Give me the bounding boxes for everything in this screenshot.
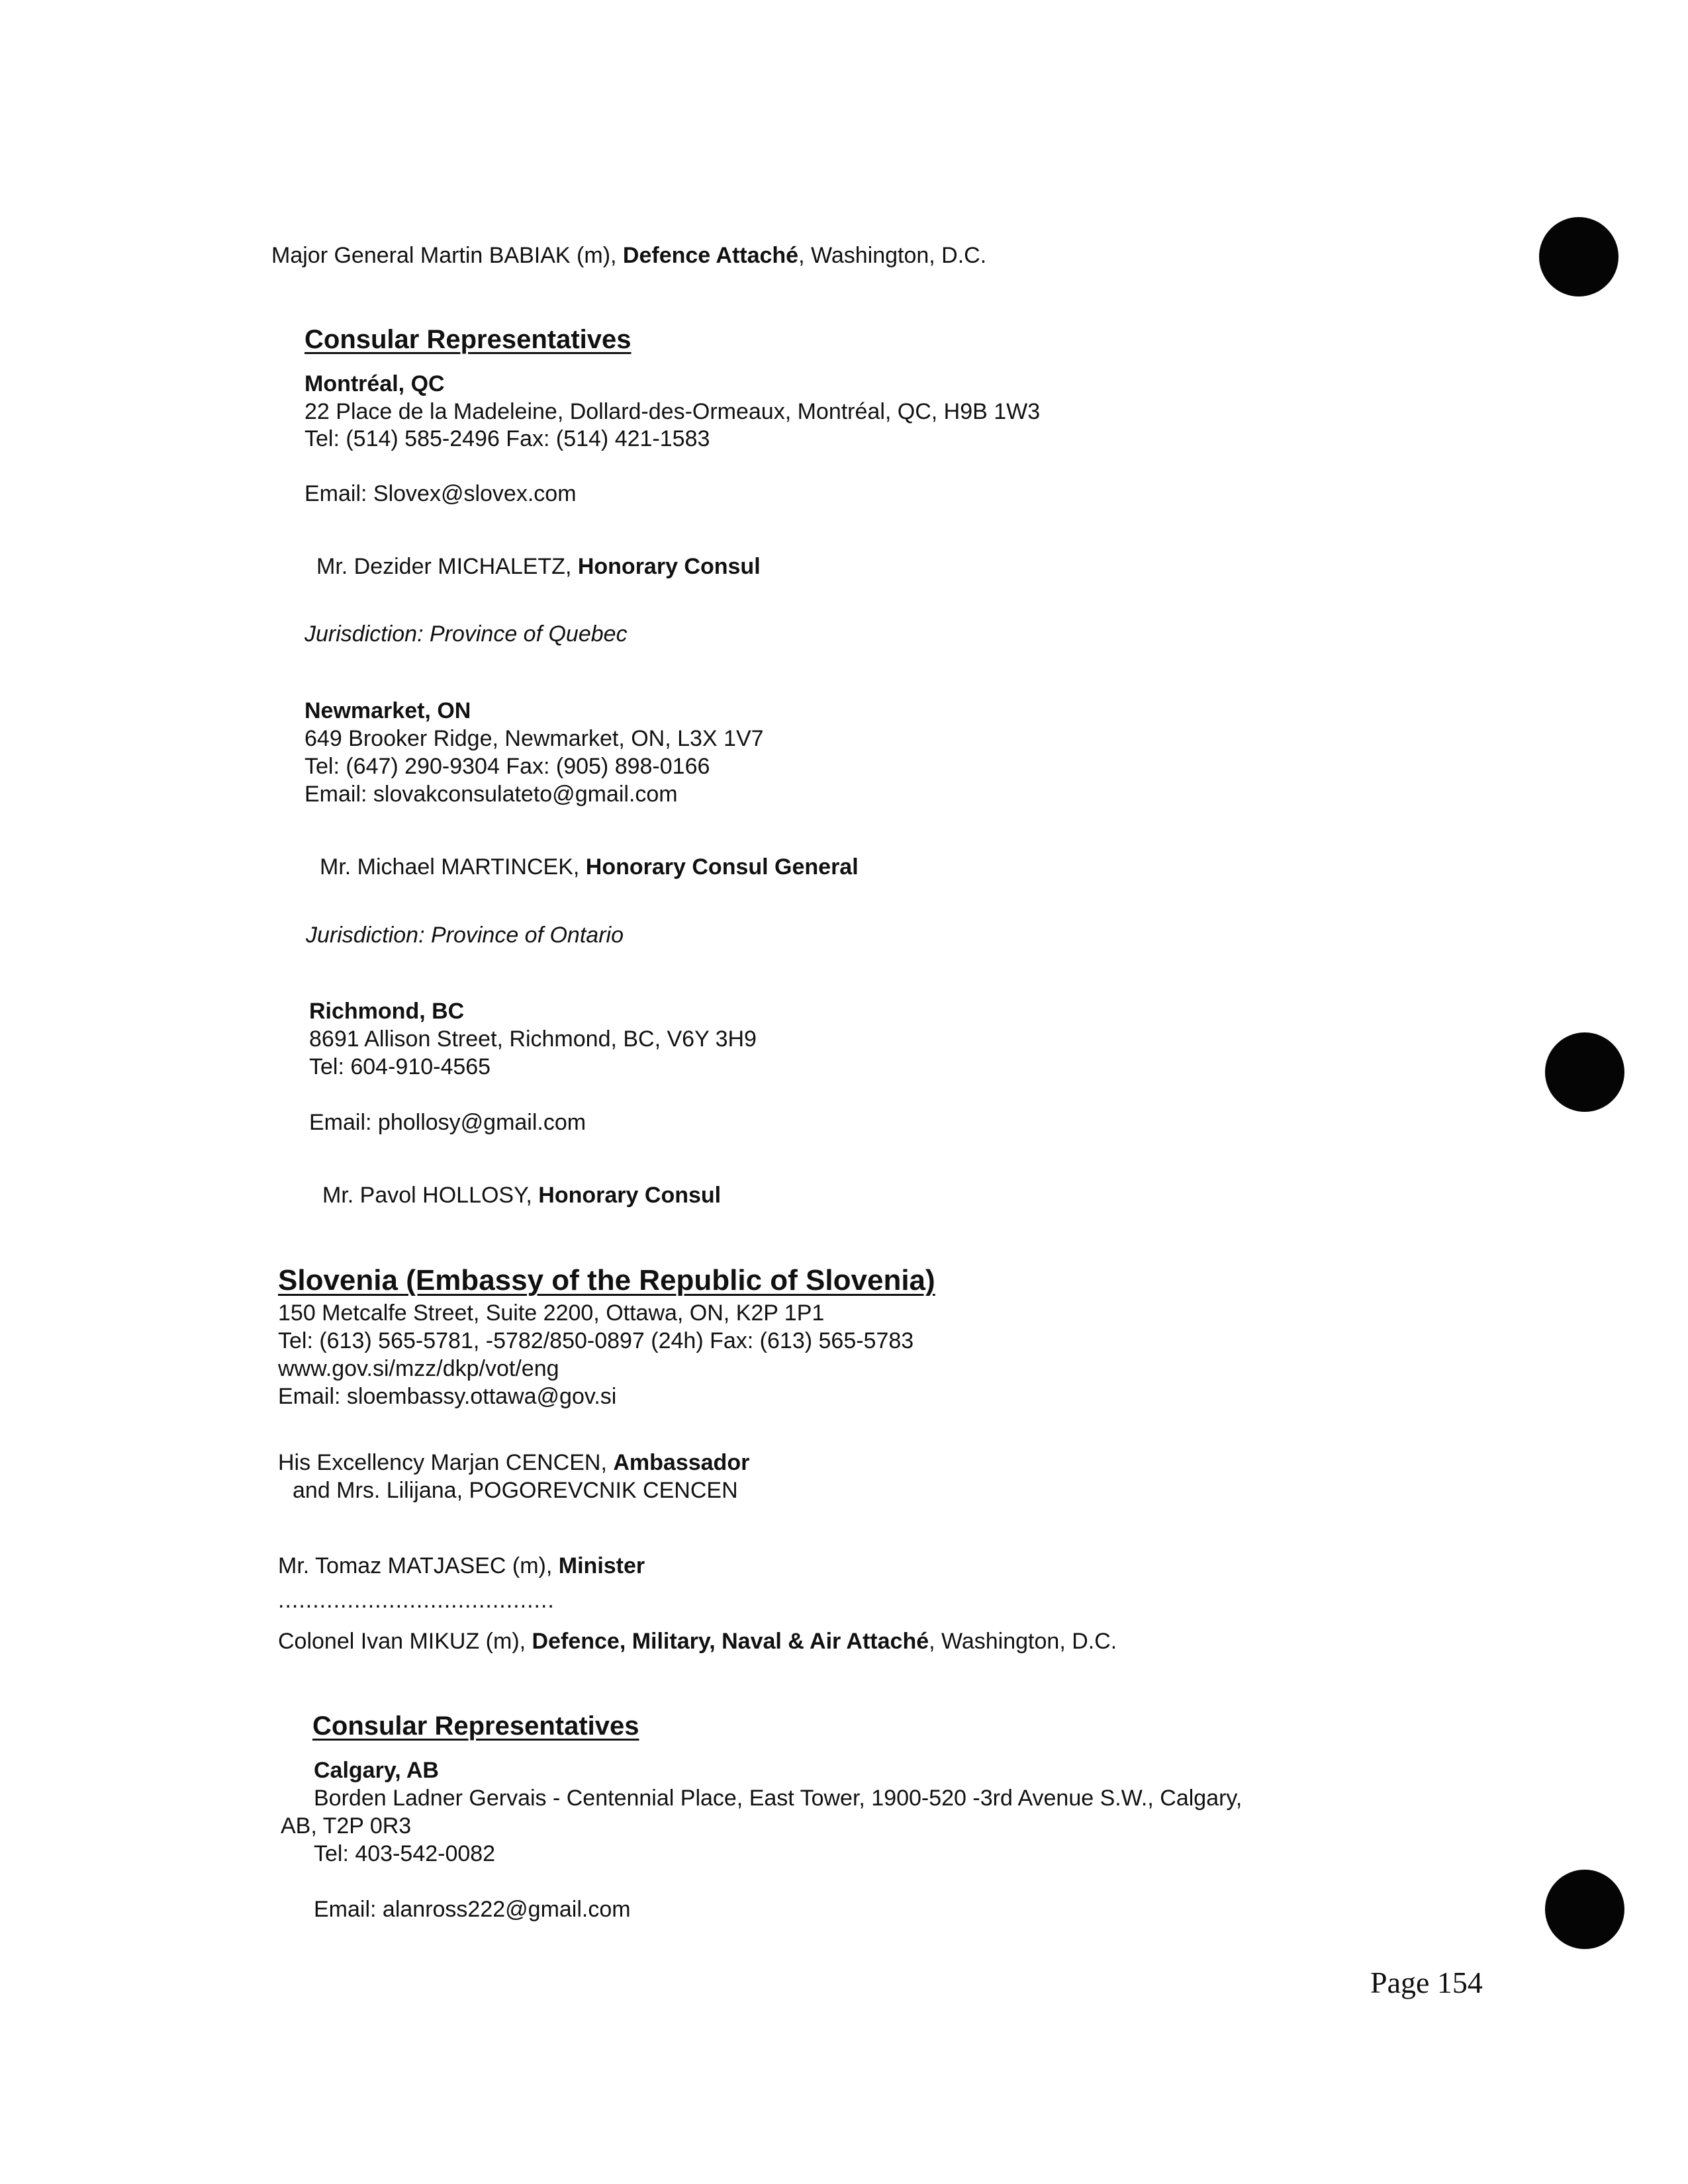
calgary-address-line1: Borden Ladner Gervais - Centennial Place, East Tower, 1900-520 -3rd Avenue S.W., Calgary, bbox=[314, 1786, 1243, 1811]
newmarket-jurisdiction: Jurisdiction: Province of Ontario bbox=[306, 923, 624, 948]
ambassador-line bbox=[278, 1449, 749, 1476]
richmond-tel: Tel: 604-910-4565 bbox=[309, 1054, 491, 1079]
slovenia-tel: Tel: (613) 565-5781, -5782/850-0897 (24h) Fax: (613) 565-5783 bbox=[278, 1328, 914, 1353]
person-title: Defence Attaché bbox=[622, 243, 799, 268]
newmarket-consul-line bbox=[320, 854, 859, 880]
montreal-jurisdiction: Jurisdiction: Province of Quebec bbox=[305, 621, 628, 647]
person-location: , Washington, D.C. bbox=[929, 1629, 1117, 1654]
person-title: Honorary Consul bbox=[538, 1183, 722, 1208]
newmarket-address: 649 Brooker Ridge, Newmarket, ON, L3X 1V7 bbox=[305, 726, 764, 751]
minister-line bbox=[278, 1553, 645, 1579]
city-richmond: Richmond, BC bbox=[309, 999, 465, 1024]
montreal-consul-line bbox=[316, 553, 761, 580]
calgary-tel: Tel: 403-542-0082 bbox=[314, 1841, 496, 1866]
consular-representatives-heading: Consular Representatives bbox=[312, 1711, 639, 1741]
montreal-address: 22 Place de la Madeleine, Dollard-des-Ormeaux, Montréal, QC, H9B 1W3 bbox=[305, 399, 1041, 424]
montreal-tel: Tel: (514) 585-2496 Fax: (514) 421-1583 bbox=[305, 426, 710, 451]
person-title: Ambassador bbox=[613, 1450, 750, 1475]
punch-hole-top bbox=[1539, 217, 1618, 296]
slovenia-address: 150 Metcalfe Street, Suite 2200, Ottawa, ON, K2P 1P1 bbox=[278, 1300, 825, 1326]
country-heading-slovenia: Slovenia (Embassy of the Republic of Slovenia) bbox=[278, 1264, 935, 1297]
person-name: His Excellency Marjan CENCEN, bbox=[278, 1450, 614, 1475]
punch-hole-bottom bbox=[1545, 1870, 1624, 1949]
person-location: , Washington, D.C. bbox=[798, 243, 987, 268]
calgary-email: Email: alanross222@gmail.com bbox=[314, 1897, 631, 1922]
defence-attache-line bbox=[271, 242, 986, 269]
person-name: Major General Martin BABIAK (m), bbox=[271, 243, 623, 268]
person-title: Minister bbox=[558, 1553, 645, 1578]
city-montreal: Montréal, QC bbox=[305, 371, 445, 396]
punch-hole-middle bbox=[1545, 1032, 1624, 1112]
slovenia-attache-line bbox=[278, 1628, 1117, 1655]
consular-representatives-heading: Consular Representatives bbox=[305, 325, 632, 354]
person-name: Mr. Michael MARTINCEK, bbox=[320, 854, 586, 880]
person-name: Mr. Pavol HOLLOSY, bbox=[322, 1183, 539, 1208]
city-newmarket: Newmarket, ON bbox=[305, 698, 471, 723]
ambassador-spouse-line: and Mrs. Lilijana, POGOREVCNIK CENCEN bbox=[293, 1478, 738, 1503]
richmond-email: Email: phollosy@gmail.com bbox=[309, 1110, 586, 1135]
page-number: Page 154 bbox=[1370, 1966, 1483, 1999]
richmond-consul-line bbox=[322, 1182, 721, 1208]
city-calgary: Calgary, AB bbox=[314, 1758, 439, 1783]
richmond-address: 8691 Allison Street, Richmond, BC, V6Y 3H9 bbox=[309, 1026, 757, 1052]
dotted-separator: ........................................ bbox=[278, 1588, 555, 1613]
newmarket-tel: Tel: (647) 290-9304 Fax: (905) 898-0166 bbox=[305, 754, 710, 779]
person-title: Honorary Consul General bbox=[585, 854, 859, 880]
person-name: Colonel Ivan MIKUZ (m), bbox=[278, 1629, 532, 1654]
calgary-address-line2: AB, T2P 0R3 bbox=[281, 1813, 412, 1839]
person-title: Honorary Consul bbox=[577, 554, 761, 579]
person-name: Mr. Dezider MICHALETZ, bbox=[316, 554, 578, 579]
newmarket-email: Email: slovakconsulateto@gmail.com bbox=[305, 782, 678, 807]
slovenia-website: www.gov.si/mzz/dkp/vot/eng bbox=[278, 1356, 559, 1381]
person-name: Mr. Tomaz MATJASEC (m), bbox=[278, 1553, 559, 1578]
slovenia-email: Email: sloembassy.ottawa@gov.si bbox=[278, 1384, 617, 1409]
montreal-email: Email: Slovex@slovex.com bbox=[305, 481, 577, 506]
person-title: Defence, Military, Naval & Air Attaché bbox=[532, 1629, 929, 1654]
